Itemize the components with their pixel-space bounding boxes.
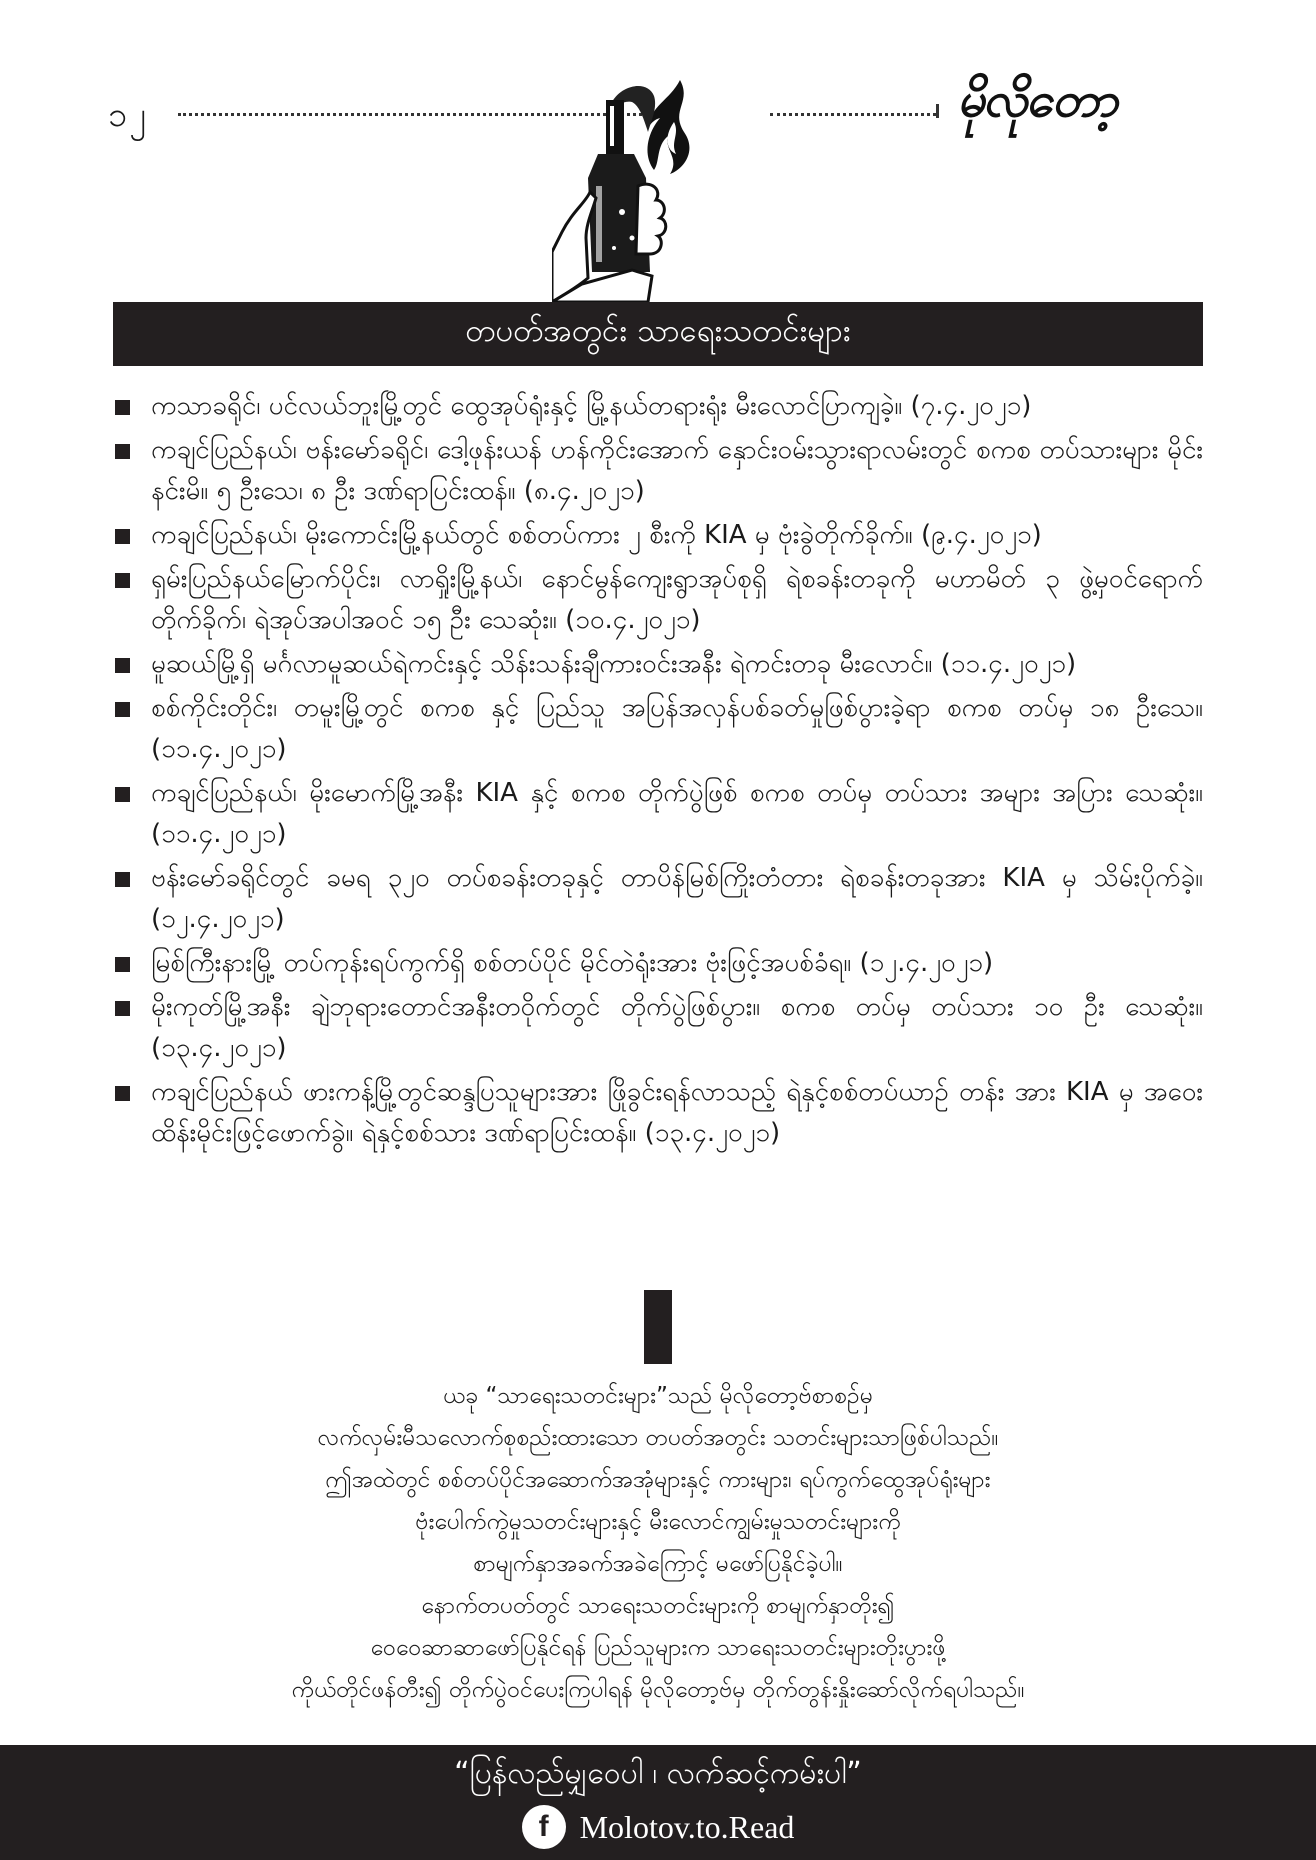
note-line: ယခု “သာရေးသတင်းများ”သည် မိုလိုတော့ဗ်စာစဉ်မှ <box>442 1383 874 1409</box>
note-line: နောက်တပတ်တွင် သာရေးသတင်းများကို စာမျက်နှာတိုး၍ <box>421 1593 895 1619</box>
square-bullet-icon <box>115 444 130 459</box>
news-item: ကချင်ပြည်နယ် ဖားကန့်မြို့တွင်ဆန္ဒပြသူများအား ဖြိုခွင်းရန်လာသည့် ရဲနှင့်စစ်တပ်ယာဉ် တန်း အား KIA မှ အဝေးထိန်းမိုင်းဖြင့်ဖောက်ခွဲ။ ရဲနှင့်စစ်သား ဒဏ်ရာပြင်းထန်။ (၁၃.၄.၂၀၂၁) <box>113 1072 1203 1154</box>
square-bullet-icon <box>115 529 130 544</box>
square-bullet-icon <box>115 573 130 588</box>
facebook-link[interactable] <box>0 1805 1316 1849</box>
note-line: ဝေဝေဆာဆာဖော်ပြနိုင်ရန် ပြည်သူများက သာရေးသတင်းများတိုးပွားဖို့ <box>370 1635 946 1661</box>
molotov-logo: မိုလိုတော့ <box>955 72 1126 128</box>
note-line: ကိုယ်တိုင်ဖန်တီး၍ တိုက်ပွဲဝင်ပေးကြပါရန် မိုလိုတော့ဗ်မှ တိုက်တွန်းနှိုးဆော်လိုက်ရပါသည်။ <box>291 1677 1025 1703</box>
square-bullet-icon <box>115 400 130 415</box>
note-line: စာမျက်နှာအခက်အခဲကြောင့် မဖော်ပြနိုင်ခဲ့ပါ။ <box>473 1551 843 1577</box>
note-line: လက်လှမ်းမီသလောက်စုစည်းထားသော တပတ်အတွင်း သတင်းများသာဖြစ်ပါသည်။ <box>317 1425 999 1451</box>
editor-note <box>120 1375 1196 1711</box>
news-item: မိုးကုတ်မြို့အနီး ချဲဘုရားတောင်အနီးတဝိုက်တွင် တိုက်ပွဲဖြစ်ပွား။ စကစ တပ်မှ တပ်သား ၁၀ ဦး သေဆုံး။ (၁၃.၄.၂၀၂၁) <box>113 987 1203 1069</box>
news-item: ဗန်းမော်ခရိုင်တွင် ခမရ ၃၂၀ တပ်စခန်းတခုနှင့် တာပိန်မြစ်ကြိုးတံတား ရဲစခန်းတခုအား KIA မှ သိမ်းပိုက်ခဲ့။ (၁၂.၄.၂၀၂၁) <box>113 858 1203 940</box>
dotted-rule-right <box>770 113 936 116</box>
page-number: ၁၂ <box>108 95 148 135</box>
news-item: ကချင်ပြည်နယ်၊ မိုးကောင်းမြို့နယ်တွင် စစ်တပ်ကား ၂ စီးကို KIA မှ ဗုံးခွဲတိုက်ခိုက်။ (၉.၄.၂၀၂၁) <box>113 515 1203 556</box>
square-bullet-icon <box>115 1001 130 1016</box>
news-item: ကသာခရိုင်၊ ပင်လယ်ဘူးမြို့တွင် ထွေအုပ်ရုံးနှင့် မြို့နယ်တရားရုံး မီးလောင်ပြာကျခဲ့။ (၇.၄.၂၀၂၁) <box>113 386 1203 427</box>
news-item: မြစ်ကြီးနားမြို့ တပ်ကုန်းရပ်ကွက်ရှိ စစ်တပ်ပိုင် မိုင်တဲရုံးအား ဗုံးဖြင့်အပစ်ခံရ။ (၁၂.၄.၂၀၂၁) <box>113 943 1203 984</box>
footer-slogan: “ပြန်လည်မျှဝေပါ ၊ လက်ဆင့်ကမ်းပါ” <box>454 1756 862 1791</box>
square-bullet-icon <box>115 787 130 802</box>
square-bullet-icon <box>115 872 130 887</box>
section-divider <box>644 1290 672 1364</box>
molotov-cocktail-illustration <box>552 62 752 302</box>
note-line: ဗုံးပေါက်ကွဲမှုသတင်းများနှင့် မီးလောင်ကျွမ်းမှုသတင်းများကို <box>415 1509 901 1535</box>
note-line: ဤအထဲတွင် စစ်တပ်ပိုင်အဆောက်အအုံများနှင့် ကားများ၊ ရပ်ကွက်ထွေအုပ်ရုံးများ <box>325 1467 991 1493</box>
section-title-bar <box>113 302 1203 366</box>
square-bullet-icon <box>115 957 130 972</box>
facebook-icon: f <box>522 1805 566 1849</box>
news-item: မူဆယ်မြို့ရှိ မင်္ဂလာမူဆယ်ရဲကင်းနှင့် သိန်းသန်းချီကားဝင်းအနီး ရဲကင်းတခု မီးလောင်။ (၁၁.၄.၂၀၂၁) <box>113 644 1203 685</box>
square-bullet-icon <box>115 658 130 673</box>
rule-end-tick <box>936 104 939 118</box>
square-bullet-icon <box>115 1086 130 1101</box>
news-list <box>113 386 1203 1157</box>
news-item: စစ်ကိုင်းတိုင်း၊ တမူးမြို့တွင် စကစ နှင့် ပြည်သူ အပြန်အလှန်ပစ်ခတ်မှုဖြစ်ပွားခဲ့ရာ စကစ တပ်မှ ၁၈ ဦးသေ။ (၁၁.၄.၂၀၂၁) <box>113 688 1203 770</box>
square-bullet-icon <box>115 702 130 717</box>
section-title: တပတ်အတွင်း သာရေးသတင်းများ <box>465 313 851 349</box>
page-header <box>0 0 1316 300</box>
news-item: ကချင်ပြည်နယ်၊ ဗန်းမော်ခရိုင်၊ ဒေါ့ဖုန်းယန် ဟန်ကိုင်းအောက် နှောင်းဝမ်းသွားရာလမ်းတွင် စကစ တပ်သားများ မိုင်းနင်းမိ။ ၅ ဦးသေ၊ ၈ ဦး ဒဏ်ရာပြင်းထန်။ (၈.၄.၂၀၂၁) <box>113 430 1203 512</box>
facebook-handle: Molotov.to.Read <box>579 1808 795 1845</box>
news-item: ရှမ်းပြည်နယ်မြောက်ပိုင်း၊ လာရှိုးမြို့နယ်၊ နောင်မွန်ကျေးရွာအုပ်စုရှိ ရဲစခန်းတခုကို မဟာမိတ် ၃ ဖွဲ့မှဝင်ရောက်တိုက်ခိုက်၊ ရဲအုပ်အပါအဝင် ၁၅ ဦး သေဆုံး။ (၁၀.၄.၂၀၂၁) <box>113 559 1203 641</box>
news-item: ကချင်ပြည်နယ်၊ မိုးမောက်မြို့အနီး KIA နှင့် စကစ တိုက်ပွဲဖြစ် စကစ တပ်မှ တပ်သား အများ အပြား သေဆုံး။ (၁၁.၄.၂၀၂၁) <box>113 773 1203 855</box>
page-footer <box>0 1745 1316 1860</box>
